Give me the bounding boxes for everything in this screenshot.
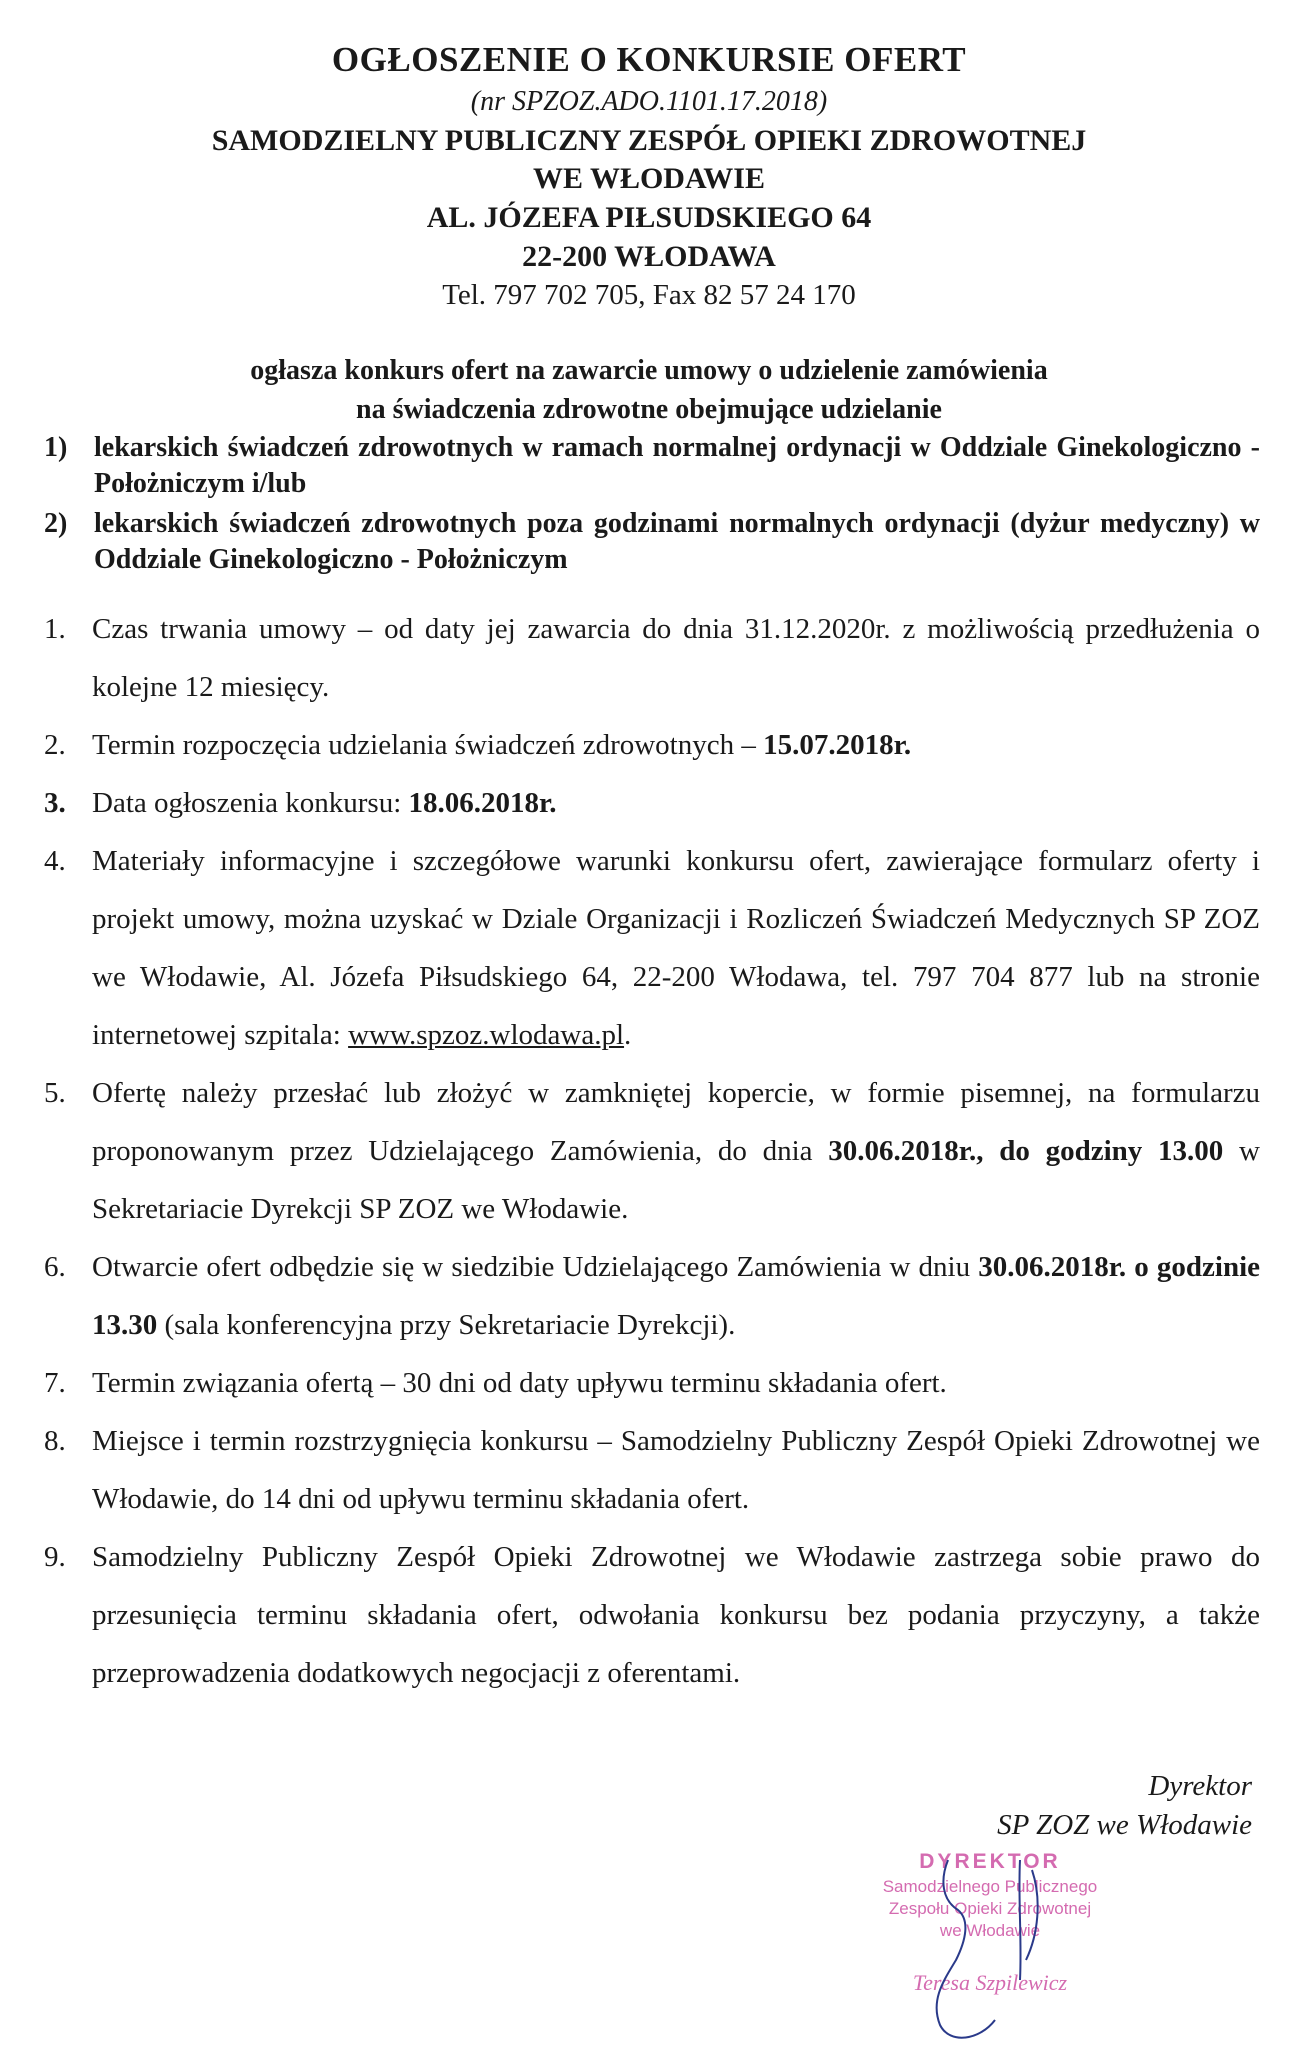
intro-line1: ogłasza konkurs ofert na zawarcie umowy o udzielenie zamówienia [250, 355, 1048, 386]
address-street: AL. JÓZEFA PIŁSUDSKIEGO 64 [426, 201, 872, 234]
condition-number: 4. [44, 845, 66, 877]
svg-text:Teresa Szpilewicz: Teresa Szpilewicz [912, 1970, 1068, 1995]
signature-unit: SP ZOZ we Włodawie [997, 1809, 1252, 1841]
condition-text: Termin rozpoczęcia udzielania świadczeń zdrowotnych – 15.07.2018r. [92, 729, 912, 761]
condition-number: 6. [44, 1251, 66, 1283]
condition-text: Otwarcie ofert odbędzie się w siedzibie Udzielającego Zamówienia w dniu 30.06.2018r. o godzinie 13.30 (sala konferencyjna przy Sekretariacie Dyrekcji). [92, 1251, 1260, 1341]
hospital-website-link[interactable]: www.spzoz.wlodawa.pl [348, 1019, 625, 1051]
condition-number: 7. [44, 1367, 66, 1399]
opening-date: 30.06.2018r. o godzinie 13.30 [92, 1251, 1260, 1341]
svg-text:Zespołu Opieki Zdrowotnej: Zespołu Opieki Zdrowotnej [888, 1899, 1092, 1918]
condition-number: 5. [44, 1077, 66, 1109]
intro-line2: na świadczenia zdrowotne obejmujące udzielanie [356, 394, 942, 425]
condition-text: Data ogłoszenia konkursu: 18.06.2018r. [92, 787, 557, 819]
document-title: OGŁOSZENIE O KONKURSIE OFERT [331, 40, 967, 79]
condition-text: Samodzielny Publiczny Zespół Opieki Zdrowotnej we Włodawie zastrzega sobie prawo do przesunięcia terminu składania ofert, odwołania konkursu bez podania przyczyny, a także przeprowadzenia dodatkowych negocjacji z oferentami. [92, 1541, 1260, 1689]
scope-item-text: lekarskich świadczeń zdrowotnych poza godzinami normalnych ordynacji (dyżur medyczny) w Oddziale Ginekologiczno - Położniczym [94, 508, 1260, 575]
scope-item-number: 2) [44, 508, 68, 539]
condition-number: 8. [44, 1425, 66, 1457]
scope-item-text: lekarskich świadczeń zdrowotnych w ramach normalnej ordynacji w Oddziale Ginekologiczno - Położniczym i/lub [94, 432, 1260, 499]
start-date: 15.07.2018r. [763, 729, 912, 761]
submission-deadline: 30.06.2018r., do godziny 13.00 [828, 1135, 1224, 1167]
svg-text:Samodzielnego Publicznego: Samodzielnego Publicznego [882, 1877, 1098, 1896]
condition-text: Termin związania ofertą – 30 dni od daty upływu terminu składania ofert. [92, 1367, 947, 1399]
scope-item-number: 1) [44, 432, 68, 463]
condition-text: Ofertę należy przesłać lub złożyć w zamkniętej kopercie, w formie pisemnej, na formularzu proponowanym przez Udzielającego Zamówienia, do dnia 30.06.2018r., do godziny 13.00 w Sekretariacie Dyrekcji SP ZOZ we Włodawie. [92, 1077, 1260, 1225]
svg-text:DYREKTOR: DYREKTOR [919, 1850, 1061, 1873]
svg-text:we Włodawie: we Włodawie [939, 1921, 1041, 1940]
address-city: 22-200 WŁODAWA [522, 240, 776, 273]
announcement-date: 18.06.2018r. [408, 787, 557, 819]
condition-number: 1. [44, 613, 66, 645]
reference-number: (nr SPZOZ.ADO.1101.17.2018) [470, 86, 828, 117]
director-stamp-icon [870, 1840, 1190, 2050]
condition-number: 9. [44, 1541, 66, 1573]
contact-phone-fax: Tel. 797 702 705, Fax 82 57 24 170 [442, 279, 856, 311]
condition-text: Materiały informacyjne i szczegółowe warunki konkursu ofert, zawierające formularz oferty i projekt umowy, można uzyskać w Dziale Organizacji i Rozliczeń Świadczeń Medycznych SP ZOZ we Włodawie, Al. Józefa Piłsudskiego 64, 22-200 Włodawa, tel. 797 704 877 lub na stronie internetowej szpitala: www.spzoz.wlodawa.pl. [92, 845, 1260, 1051]
condition-number: 2. [44, 729, 66, 761]
organization-name-line1: SAMODZIELNY PUBLICZNY ZESPÓŁ OPIEKI ZDROWOTNEJ [211, 124, 1087, 157]
signature-role: Dyrektor [1148, 1770, 1252, 1802]
condition-text: Miejsce i termin rozstrzygnięcia konkursu – Samodzielny Publiczny Zespół Opieki Zdrowotnej we Włodawie, do 14 dni od upływu terminu składania ofert. [92, 1425, 1260, 1515]
organization-name-line2: WE WŁODAWIE [532, 162, 765, 195]
condition-text: Czas trwania umowy – od daty jej zawarcia do dnia 31.12.2020r. z możliwością przedłużenia o kolejne 12 miesięcy. [92, 613, 1260, 703]
condition-number: 3. [44, 787, 66, 819]
